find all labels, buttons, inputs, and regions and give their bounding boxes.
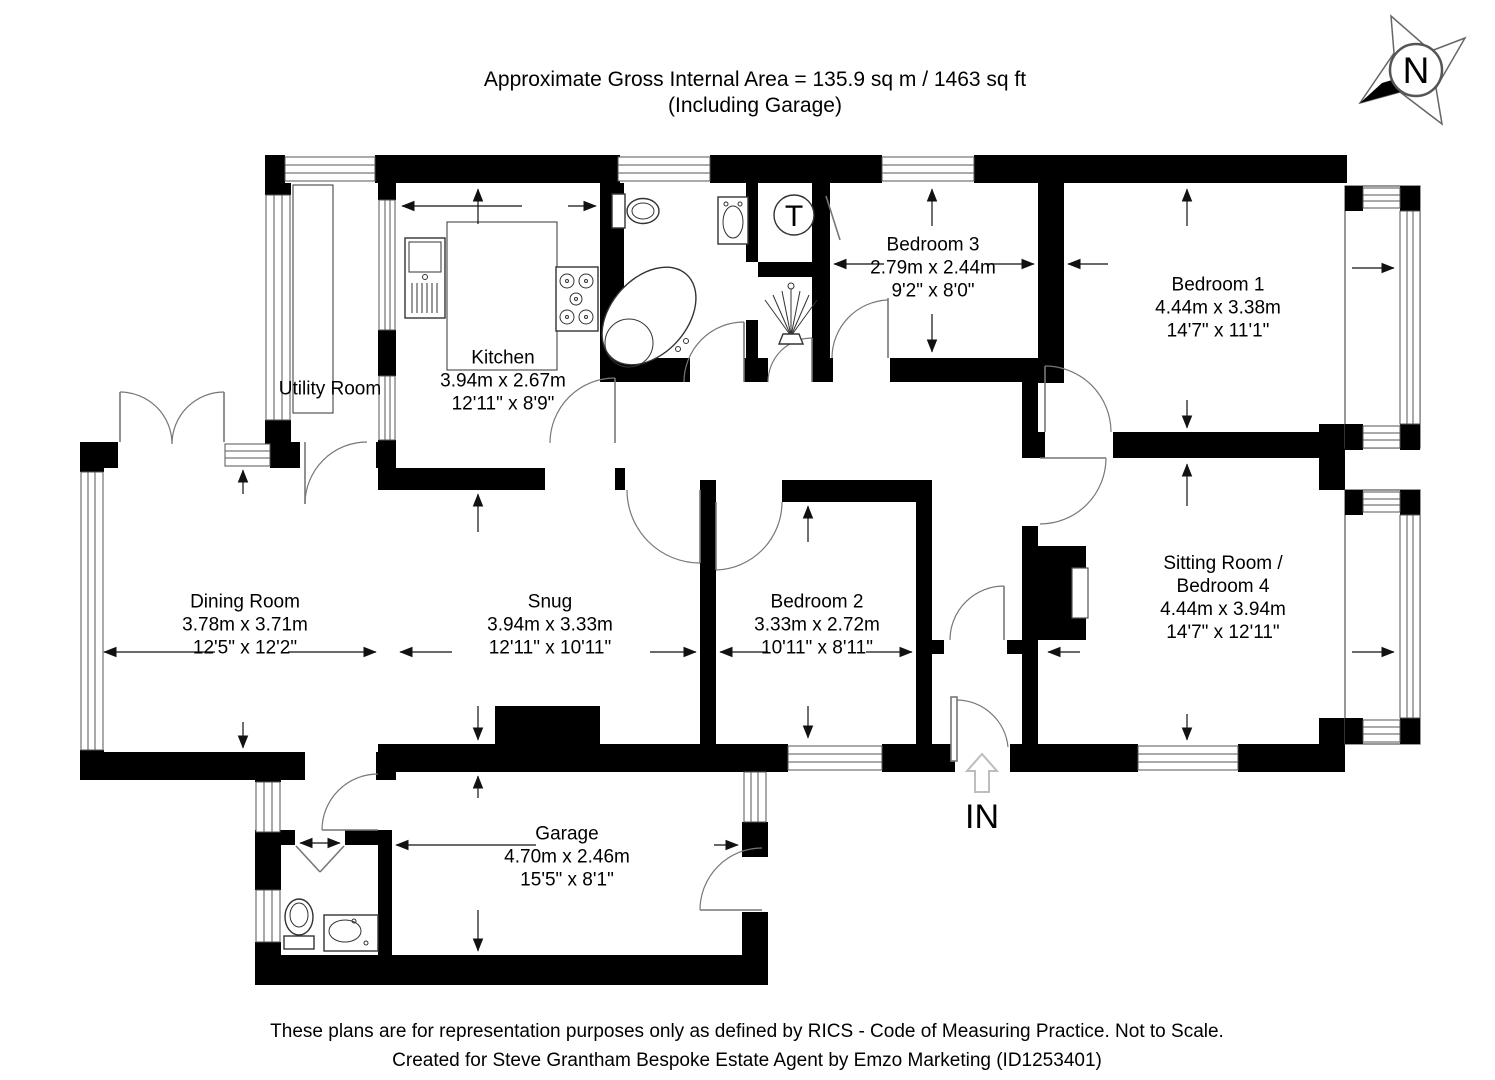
entrance-arrow-icon (967, 754, 997, 792)
room-dims-imperial: 10'11" x 8'11" (761, 637, 873, 659)
room-dims-metric: 4.44m x 3.38m (1155, 297, 1281, 319)
room-dims-metric: 4.44m x 3.94m (1160, 599, 1286, 620)
room-name: Bedroom 3 (886, 234, 980, 256)
room-dims-metric: 2.79m x 2.44m (870, 257, 996, 279)
room-label-dining (182, 591, 308, 660)
compass-label: N (1402, 50, 1430, 91)
room-label-bedroom2 (754, 591, 880, 660)
room-name: Sitting Room / (1163, 553, 1283, 574)
room-dims-imperial: 9'2" x 8'0" (891, 280, 975, 302)
room-label-snug (487, 591, 613, 660)
wc-basin-icon (324, 915, 378, 951)
room-dims-metric: 3.94m x 3.33m (487, 614, 613, 636)
room-dims-metric: 3.33m x 2.72m (754, 614, 880, 636)
room-name: Garage (535, 823, 599, 845)
room-name: Dining Room (190, 591, 300, 613)
room-label-utility (275, 378, 385, 401)
room-name2: Bedroom 4 (1176, 576, 1270, 597)
room-dims-imperial: 12'5" x 12'2" (192, 637, 298, 659)
room-label-garage (504, 823, 630, 892)
bay-windows (1345, 186, 1420, 744)
wc-toilet-icon (284, 899, 314, 949)
kitchen-sink (405, 238, 445, 318)
room-name: Snug (527, 591, 573, 613)
room-dims-imperial: 15'5" x 8'1" (520, 869, 614, 891)
airing-cupboard-tank (774, 195, 814, 235)
hob (556, 267, 598, 331)
room-name: Bedroom 2 (770, 591, 864, 613)
wc-fixtures (284, 899, 378, 951)
room-dims-imperial: 12'11" x 8'9" (451, 393, 555, 415)
room-name: Utility Room (278, 378, 382, 400)
room-label-kitchen (440, 347, 566, 416)
room-dims-metric: 4.70m x 2.46m (504, 846, 630, 868)
entrance-label: IN (965, 798, 999, 836)
page-title-line2: (Including Garage) (668, 94, 842, 117)
tank-label: T (784, 200, 804, 233)
room-dims-imperial: 12'11" x 10'11" (488, 637, 612, 659)
fireplace-notch (1072, 568, 1088, 618)
toilet-icon (612, 194, 659, 228)
room-dims-imperial: 14'7" x 12'11" (1166, 622, 1280, 643)
room-label-bedroom3 (870, 234, 996, 303)
room-label-bedroom1 (1155, 274, 1281, 343)
compass-north-icon (1360, 16, 1465, 124)
entrance-marker (965, 754, 999, 836)
room-name: Bedroom 1 (1171, 274, 1265, 296)
room-dims-metric: 3.78m x 3.71m (182, 614, 308, 636)
room-name: Kitchen (471, 347, 535, 369)
disclaimer-line1: These plans are for representation purposes only as defined by RICS - Code of Measuring Practice. Not to Scale. (270, 1021, 1224, 1042)
disclaimer-line2: Created for Steve Grantham Bespoke Estate Agent by Emzo Marketing (ID1253401) (392, 1050, 1102, 1071)
shower-icon (765, 283, 817, 344)
room-dims-imperial: 14'7" x 11'1" (1166, 320, 1270, 342)
room-label-sitting (1160, 552, 1286, 644)
page-title-line1: Approximate Gross Internal Area = 135.9 sq m / 1463 sq ft (483, 68, 1027, 91)
room-dims-metric: 3.94m x 2.67m (440, 370, 566, 392)
basin-icon (718, 197, 748, 244)
